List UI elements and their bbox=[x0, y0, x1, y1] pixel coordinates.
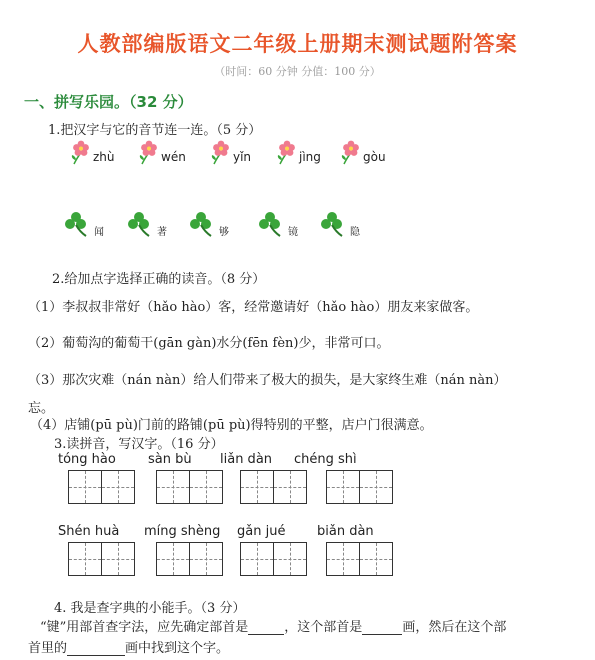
character-text: 闻 bbox=[94, 227, 104, 238]
question-4-text: 首里的 bbox=[28, 641, 68, 656]
exam-info: （时间：60 分钟 分值：100 分） bbox=[214, 65, 381, 78]
character-text: 够 bbox=[219, 227, 229, 238]
writing-cell[interactable] bbox=[359, 470, 393, 504]
pinyin-item bbox=[276, 140, 321, 166]
question-2-line: （3）那次灾难（nán nàn）给人们带来了极大的损失，是大家终生难（nán nàn） bbox=[28, 373, 507, 388]
writing-cell[interactable] bbox=[156, 542, 190, 576]
writing-cell[interactable] bbox=[101, 470, 135, 504]
pinyin-text: zhù bbox=[93, 150, 115, 164]
writing-cell[interactable] bbox=[189, 470, 223, 504]
clover-icon bbox=[64, 210, 92, 238]
character-item bbox=[258, 210, 298, 238]
character-text: 著 bbox=[157, 227, 167, 238]
writing-cell[interactable] bbox=[240, 542, 274, 576]
clover-icon bbox=[320, 210, 348, 238]
pinyin-text: jìng bbox=[299, 150, 321, 164]
pinyin-text: gòu bbox=[363, 150, 386, 164]
flower-icon bbox=[340, 140, 362, 166]
character-item bbox=[64, 210, 104, 238]
answer-blank[interactable] bbox=[67, 640, 125, 656]
page-title: 人教部编版语文二年级上册期末测试题附答案 bbox=[77, 31, 518, 56]
pinyin-item bbox=[138, 140, 186, 166]
pinyin-label: gǎn jué bbox=[237, 524, 286, 539]
question-2-line: （2）葡萄沟的葡萄干(gān gàn)水分(fēn fèn)少，非常可口。 bbox=[28, 336, 390, 351]
character-item bbox=[320, 210, 360, 238]
writing-grid bbox=[156, 542, 221, 576]
question-1-prompt: 1.把汉字与它的音节连一连。（5 分） bbox=[48, 123, 262, 138]
writing-grid bbox=[68, 542, 133, 576]
question-4-text: “键”用部首查字法，应先确定部首是 bbox=[40, 620, 249, 635]
writing-cell[interactable] bbox=[68, 470, 102, 504]
writing-grid bbox=[240, 470, 305, 504]
flower-icon bbox=[138, 140, 160, 166]
writing-cell[interactable] bbox=[326, 470, 360, 504]
question-2-line: （4）店铺(pū pù)门前的路铺(pū pù)得特别的平整，店户门很满意。 bbox=[30, 418, 433, 433]
pinyin-item bbox=[210, 140, 251, 166]
flower-icon bbox=[70, 140, 92, 166]
question-4-text: 画，然后在这个部 bbox=[402, 620, 507, 635]
character-item bbox=[189, 210, 229, 238]
writing-grid bbox=[326, 470, 391, 504]
writing-cell[interactable] bbox=[359, 542, 393, 576]
writing-cell[interactable] bbox=[101, 542, 135, 576]
question-2-line: （1）李叔叔非常好（hǎo hào）客，经常邀请好（hǎo hào）朋友来家做客。 bbox=[28, 300, 479, 315]
answer-blank[interactable] bbox=[362, 619, 402, 635]
writing-cell[interactable] bbox=[68, 542, 102, 576]
pinyin-label: míng shèng bbox=[144, 524, 221, 539]
question-4-prompt: 4. 我是查字典的小能手。（3 分） bbox=[54, 601, 246, 616]
pinyin-label: chéng shì bbox=[294, 452, 357, 467]
character-text: 镜 bbox=[288, 227, 298, 238]
pinyin-label: tóng hào bbox=[58, 452, 116, 467]
writing-cell[interactable] bbox=[240, 470, 274, 504]
writing-cell[interactable] bbox=[156, 470, 190, 504]
answer-blank[interactable] bbox=[248, 619, 284, 635]
pinyin-label: sàn bù bbox=[148, 452, 192, 467]
pinyin-label: biǎn dàn bbox=[317, 524, 374, 539]
flower-icon bbox=[276, 140, 298, 166]
character-item bbox=[127, 210, 167, 238]
question-2-line: 忘。 bbox=[28, 401, 55, 416]
pinyin-text: yǐn bbox=[233, 150, 252, 164]
question-3-prompt: 3.读拼音，写汉字。（16 分） bbox=[54, 437, 224, 452]
writing-grid bbox=[156, 470, 221, 504]
clover-icon bbox=[189, 210, 217, 238]
section-title: 一、拼写乐园。（32 分） bbox=[24, 93, 193, 111]
pinyin-label: liǎn dàn bbox=[220, 452, 273, 467]
writing-cell[interactable] bbox=[326, 542, 360, 576]
question-4-text: 画中找到这个字。 bbox=[125, 641, 230, 656]
writing-cell[interactable] bbox=[273, 542, 307, 576]
pinyin-item bbox=[340, 140, 386, 166]
question-2-prompt: 2.给加点字选择正确的读音。（8 分） bbox=[52, 272, 266, 287]
pinyin-text: wén bbox=[161, 150, 186, 164]
writing-grid bbox=[240, 542, 305, 576]
question-4-text: ，这个部首是 bbox=[284, 620, 363, 635]
character-text: 隐 bbox=[350, 227, 360, 238]
writing-cell[interactable] bbox=[189, 542, 223, 576]
clover-icon bbox=[127, 210, 155, 238]
writing-grid bbox=[68, 470, 133, 504]
writing-grid bbox=[326, 542, 391, 576]
pinyin-item bbox=[70, 140, 115, 166]
pinyin-label: Shén huà bbox=[58, 524, 120, 539]
question-4-line-2 bbox=[28, 637, 229, 656]
question-4-line-1 bbox=[40, 616, 506, 635]
writing-cell[interactable] bbox=[273, 470, 307, 504]
flower-icon bbox=[210, 140, 232, 166]
clover-icon bbox=[258, 210, 286, 238]
